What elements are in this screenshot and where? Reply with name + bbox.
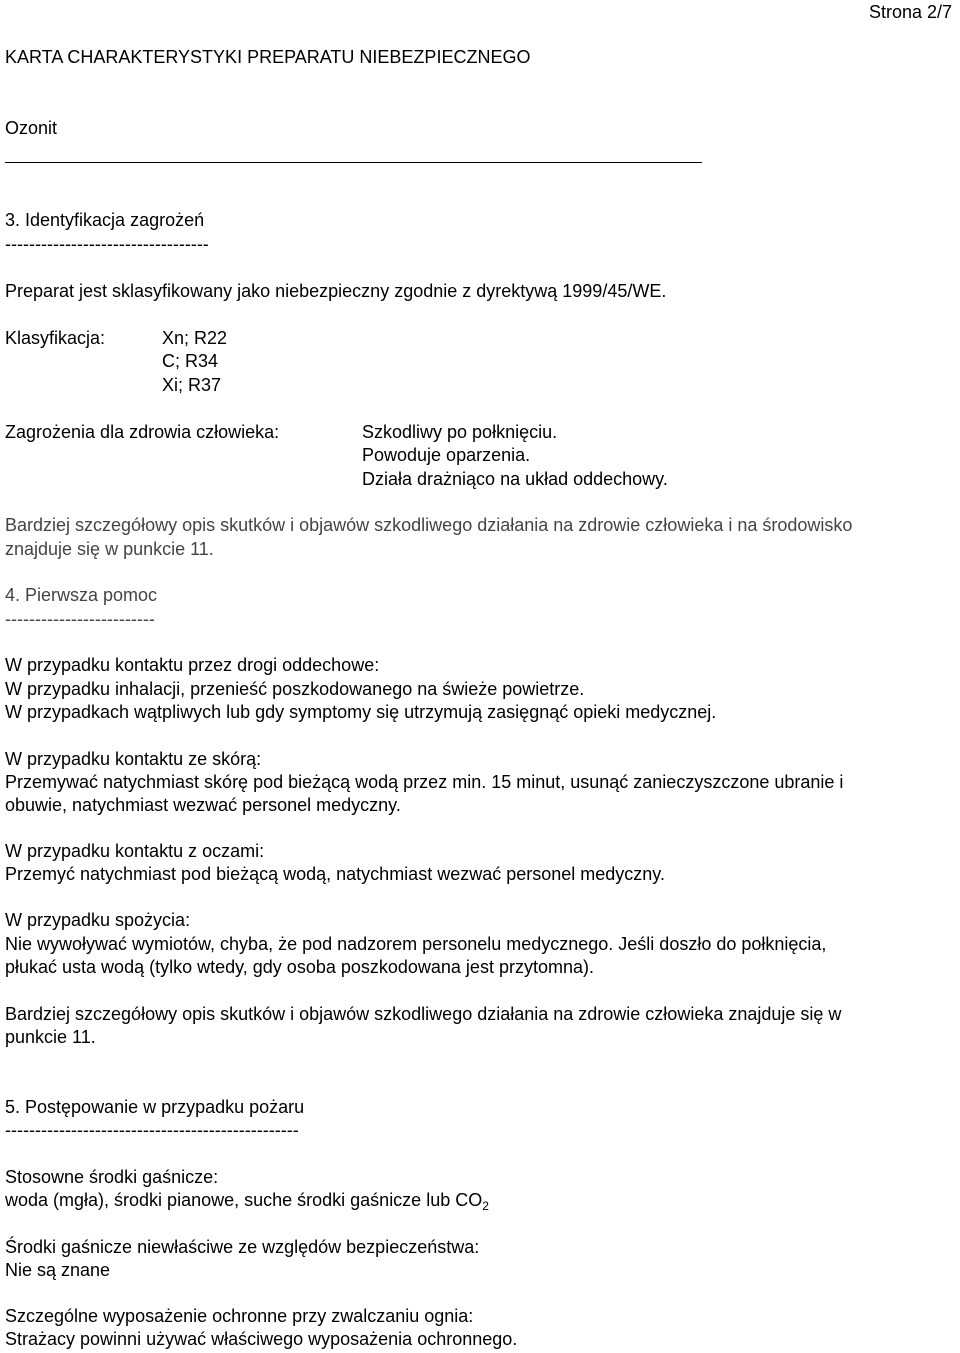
eyes-line: Przemyć natychmiast pod bieżącą wodą, natychmiast wezwać personel medyczny. [5,864,665,884]
health-hazards-label: Zagrożenia dla zdrowia człowieka: [5,422,280,442]
skin-heading: W przypadku kontaktu ze skórą: [5,749,262,769]
extinguishing-text: woda (mgła), środki pianowe, suche środki gaśnicze lub CO [5,1190,483,1210]
co2-subscript: 2 [482,1199,489,1213]
ingestion-line: płukać usta wodą (tylko wtedy, gdy osoba poszkodowana jest przytomna). [5,957,594,977]
section4-underline: ------------------------- [5,609,155,629]
section3-heading: 3. Identyfikacja zagrożeń [5,210,205,230]
unsuitable-heading: Środki gaśnicze niewłaściwe ze względów bezpieczeństwa: [5,1237,480,1257]
inhalation-heading: W przypadku kontaktu przez drogi oddechowe: [5,655,380,675]
equipment-line: Strażacy powinni używać właściwego wyposażenia ochronnego. [5,1329,518,1349]
classification-label: Klasyfikacja: [5,328,106,348]
section4-details-line: Bardziej szczegółowy opis skutków i objawów szkodliwego działania na zdrowie człowieka znajduje się w [5,1004,842,1024]
section4-heading: 4. Pierwsza pomoc [5,585,158,605]
skin-line: Przemywać natychmiast skórę pod bieżącą wodą przez min. 15 minut, usunąć zanieczyszczone ubranie i [5,772,844,792]
section3-underline: ---------------------------------- [5,234,209,254]
eyes-heading: W przypadku kontaktu z oczami: [5,841,265,861]
header-rule [5,162,702,163]
classification-item: Xi; R37 [162,375,222,395]
extinguishing-heading: Stosowne środki gaśnicze: [5,1167,219,1187]
page-number: Strona 2/7 [868,2,952,22]
section3-details-line: znajduje się w punkcie 11. [5,539,214,559]
unsuitable-line: Nie są znane [5,1260,111,1280]
inhalation-line: W przypadkach wątpliwych lub gdy symptomy się utrzymują zasięgnąć opieki medycznej. [5,702,717,722]
extinguishing-line [5,1191,489,1212]
skin-line: obuwie, natychmiast wezwać personel medyczny. [5,795,401,815]
equipment-heading: Szczególne wyposażenie ochronne przy zwalczaniu ognia: [5,1306,474,1326]
section4-details-line: punkcie 11. [5,1027,96,1047]
health-hazard-item: Szkodliwy po połknięciu. [362,422,558,442]
section5-heading: 5. Postępowanie w przypadku pożaru [5,1097,305,1117]
ingestion-heading: W przypadku spożycia: [5,910,191,930]
classification-item: C; R34 [162,351,219,371]
health-hazard-item: Działa drażniąco na układ oddechowy. [362,469,668,489]
section3-details-line: Bardziej szczegółowy opis skutków i objawów szkodliwego działania na zdrowie człowieka i na środowisko [5,515,853,535]
ingestion-line: Nie wywoływać wymiotów, chyba, że pod nadzorem personelu medycznego. Jeśli doszło do połknięcia, [5,934,827,954]
section5-underline: ------------------------------------------------- [5,1120,299,1140]
document-title: KARTA CHARAKTERYSTYKI PREPARATU NIEBEZPIECZNEGO [5,47,531,67]
health-hazard-item: Powoduje oparzenia. [362,445,531,465]
inhalation-line: W przypadku inhalacji, przenieść poszkodowanego na świeże powietrze. [5,679,585,699]
product-name: Ozonit [5,118,58,138]
section3-intro: Preparat jest sklasyfikowany jako niebezpieczny zgodnie z dyrektywą 1999/45/WE. [5,281,667,301]
classification-item: Xn; R22 [162,328,228,348]
